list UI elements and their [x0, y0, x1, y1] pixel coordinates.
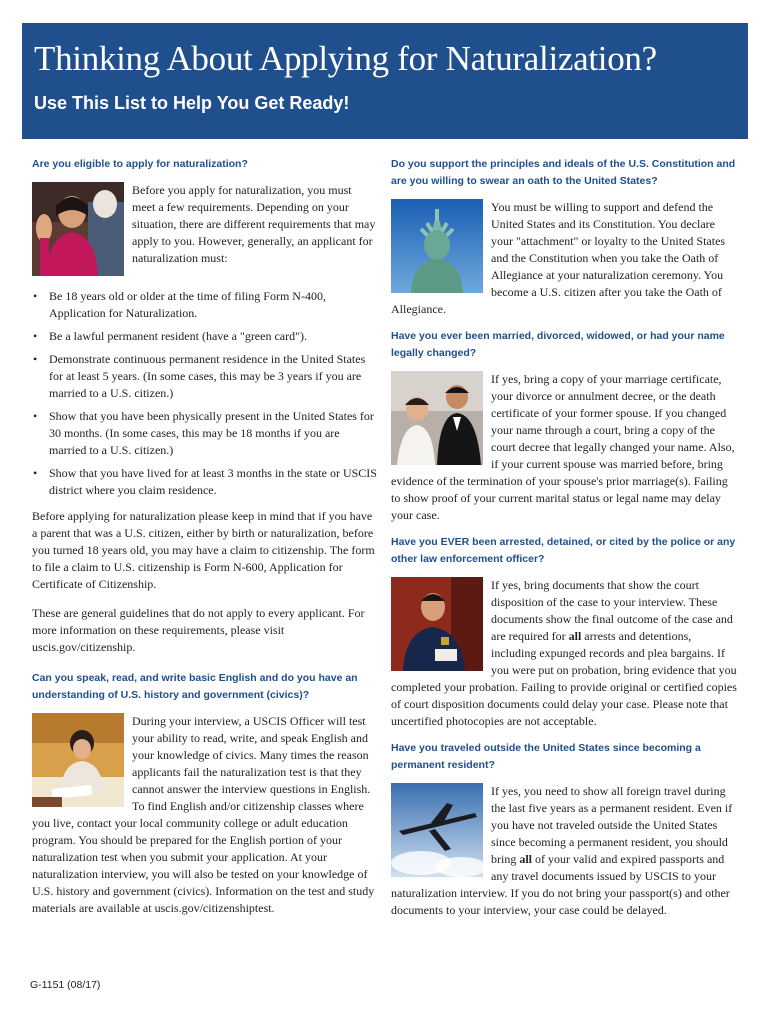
married-heading: Have you ever been married, divorced, widowed, or had your name legally changed?: [391, 330, 725, 359]
eligible-heading: Are you eligible to apply for naturalization?: [32, 158, 248, 170]
list-item: • Be 18 years old or older at the time of filing Form N-400, Application for Naturalization.: [32, 288, 377, 322]
english-body: During your interview, a USCIS Officer will test your ability to read, write, and speak English and your knowledge of civics. Many times the reason applicants fail the naturalization test is that they cannot answer the interview questions in English. To find English and/or citizenship classes where you live, contact your local community college or adult education program. You should be prepared for the English portion of your naturalization test when you submit your application. At your naturalization interview, you will also be tested on your knowledge of U.S. history and government (civics). Information on the test and study materials are available at uscis.gov/citizenshiptest.: [32, 714, 375, 915]
oath-heading: Do you support the principles and ideals of the U.S. Constitution and are you willing to swear an oath to the United States?: [391, 158, 736, 187]
title-banner: [22, 23, 748, 139]
form-number: G-1151 (08/17): [30, 979, 101, 991]
eligible-intro: Before you apply for naturalization, you must meet a few requirements. Depending on your situation, there are different requirements that may apply to you. However, generally, an applicant for naturalization must:: [132, 183, 376, 265]
left-column: [32, 156, 377, 917]
arrested-heading: Have you EVER been arrested, detained, or cited by the police or any other law enforcement officer?: [391, 536, 736, 565]
travel-heading: Have you traveled outside the United States since becoming a permanent resident?: [391, 742, 701, 771]
guidelines-paragraph: These are general guidelines that do not apply to every applicant. For more information on these requirements, please visit uscis.gov/citizenship.: [32, 606, 365, 654]
list-item: • Demonstrate continuous permanent residence in the United States for at least 5 years. (In some cases, this may be 3 years if you are married to a U.S. citizen.): [32, 351, 377, 402]
page-subtitle: Use This List to Help You Get Ready!: [34, 93, 350, 113]
right-column: [391, 156, 737, 919]
oath-body: You must be willing to support and defend the United States and its Constitution. You declare your "attachment" or loyalty to the United States and the Constitution when you take the Oath of Allegiance at your naturalization ceremony. You become a U.S. citizen after you take the Oath of Allegiance.: [391, 200, 726, 316]
requirements-list: [32, 288, 377, 499]
statue-of-liberty-photo: [391, 199, 483, 293]
studying-photo: [32, 713, 124, 807]
arrested-body: If yes, bring documents that show the court disposition of the case to your interview. These documents show the final outcome of the case and are required for all arrests and detentions, including expunged records and plea bargains. If you were put on probation, bring evidence that you completed your probation. Failing to provide original or certified copies of court disposition documents could delay your case. Please note that uncertified photocopies are not acceptable.: [391, 578, 737, 728]
eligible-photo: [32, 182, 124, 276]
page-title: Thinking About Applying for Naturalization?: [34, 39, 657, 78]
travel-body: If yes, you need to show all foreign travel during the last five years as a permanent resident. Even if you have not traveled outside the United States since becoming a permanent resident, you should bring all of your valid and expired passports and any travel documents issued by USCIS to your naturalization interview. If you do not bring your passport(s) and other documents to your interview, your case could be delayed.: [391, 784, 733, 917]
list-item: • Be a lawful permanent resident (have a "green card").: [32, 328, 377, 345]
list-item: • Show that you have lived for at least 3 months in the state or USCIS district where you claim residence.: [32, 465, 377, 499]
list-item: • Show that you have been physically present in the United States for 30 months. (In some cases, this may be 18 months if you are married to a U.S. citizen.): [32, 408, 377, 459]
citizenship-claim-paragraph: Before applying for naturalization please keep in mind that if you have a parent that was a U.S. citizen, either by birth or naturalization, before you turned 18 years old, you may have a claim to citizenship. The form to file a claim to U.S. citizenship is Form N-600, Application for Certificate of Citizenship.: [32, 509, 375, 591]
english-heading: Can you speak, read, and write basic English and do you have an understanding of U.S. history and government (civics)?: [32, 672, 358, 701]
airplane-photo: [391, 783, 483, 877]
married-body: If yes, bring a copy of your marriage certificate, your divorce or annulment decree, or the death certificate of your former spouse. If you changed your name through a court, bring a copy of the court decree that legally changed your name. Also, if your current spouse was married before, bring evidence of the termination of your spouse's prior marriage(s). Failing to show proof of your current marital status or legal name may delay your case.: [391, 372, 735, 522]
wedding-photo: [391, 371, 483, 465]
police-officer-photo: [391, 577, 483, 671]
